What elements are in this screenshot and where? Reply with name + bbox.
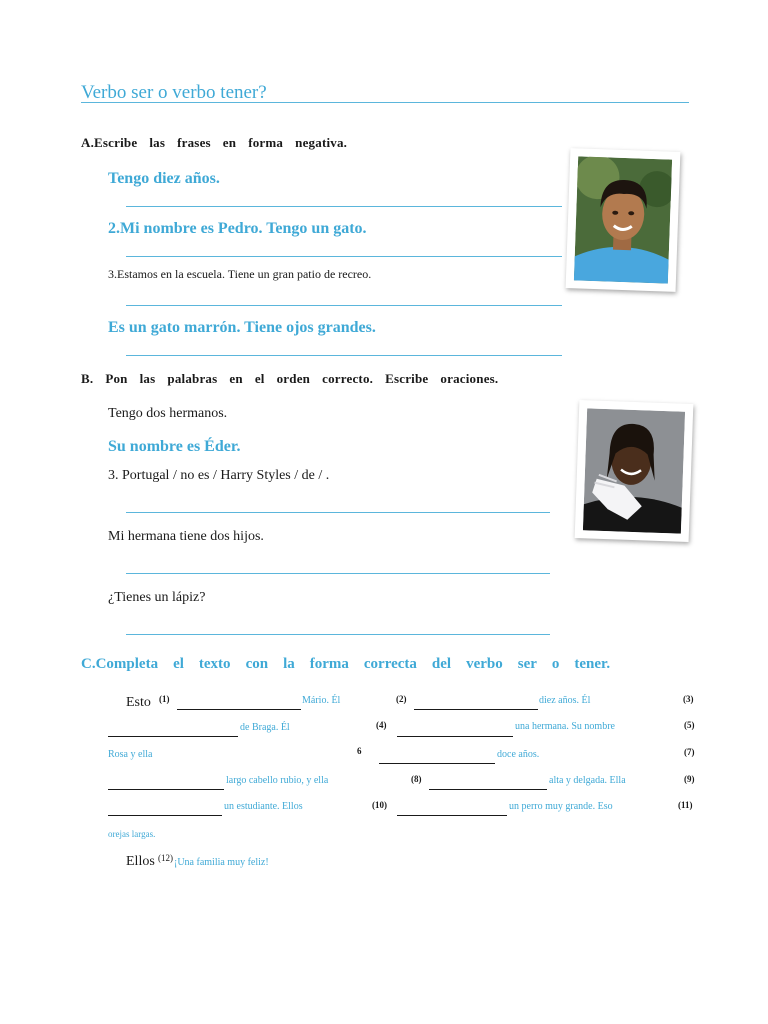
cloze-fragment-10: un perro muy grande. Eso (509, 801, 613, 812)
cloze-num-8: (8) (411, 774, 422, 784)
cloze-fragment-4: una hermana. Su nombre (515, 721, 615, 732)
section-b-item-2: Su nombre es Éder. (108, 438, 241, 455)
answer-line-b3[interactable] (126, 512, 550, 513)
title-underline (81, 102, 689, 103)
cloze-fragment-2: diez años. Él (539, 695, 591, 706)
section-b-heading: B. Pon las palabras en el orden correcto. Escribe oraciones. (81, 371, 499, 386)
cloze-fragment-3: de Braga. Él (240, 722, 290, 733)
cloze-num-1: (1) (159, 694, 170, 704)
cloze-num-11: (11) (678, 800, 693, 810)
cloze-num-5: (5) (684, 720, 695, 730)
cloze-num-2: (2) (396, 694, 407, 704)
section-b-item-5: ¿Tienes un lápiz? (108, 590, 206, 605)
cloze-fragment-11: orejas largas. (108, 829, 156, 839)
cloze-blank-2[interactable] (414, 697, 538, 715)
cloze-num-3: (3) (683, 694, 694, 704)
cloze-num-6: 6 (357, 746, 362, 756)
cloze-blank-6[interactable] (379, 751, 495, 769)
cloze-num-12: (12) (158, 853, 173, 863)
section-c-heading: C.Completa el texto con la forma correcta del verbo ser o tener. (81, 656, 611, 672)
cloze-num-10: (10) (372, 800, 387, 810)
boy-portrait-image (574, 156, 672, 283)
section-a-item-1: Tengo diez años. (108, 170, 220, 187)
cloze-num-9: (9) (684, 774, 695, 784)
answer-line-a3[interactable] (126, 305, 562, 306)
cloze-fragment-7: largo cabello rubio, y ella (226, 775, 329, 786)
photo-man (575, 400, 694, 542)
section-b-item-1: Tengo dos hermanos. (108, 406, 228, 421)
cloze-fragment-8: alta y delgada. Ella (549, 775, 626, 786)
cloze-blank-1[interactable] (177, 697, 301, 715)
cloze-blank-7[interactable] (108, 777, 224, 795)
cloze-start-word: Esto (126, 695, 151, 710)
photo-boy (566, 148, 681, 292)
answer-line-a1[interactable] (126, 206, 562, 207)
answer-line-b5[interactable] (126, 634, 550, 635)
section-b-item-3: 3. Portugal / no es / Harry Styles / de / . (108, 468, 330, 483)
section-a-heading: A.Escribe las frases en forma negativa. (81, 135, 348, 150)
cloze-end-word: Ellos (126, 854, 155, 869)
cloze-num-7: (7) (684, 747, 695, 757)
section-a-item-3: 3.Estamos en la escuela. Tiene un gran patio de recreo. (108, 267, 372, 281)
cloze-blank-9[interactable] (108, 803, 222, 821)
page-title: Verbo ser o verbo tener? (81, 82, 267, 103)
section-b-item-4: Mi hermana tiene dos hijos. (108, 529, 264, 544)
cloze-fragment-6: doce años. (497, 749, 540, 760)
cloze-num-4: (4) (376, 720, 387, 730)
cloze-fragment-12: ¡Una familia muy feliz! (174, 857, 269, 868)
cloze-fragment-9: un estudiante. Ellos (224, 801, 303, 812)
cloze-blank-10[interactable] (397, 803, 507, 821)
cloze-blank-3[interactable] (108, 724, 238, 742)
answer-line-a2[interactable] (126, 256, 562, 257)
answer-line-b4[interactable] (126, 573, 550, 574)
cloze-fragment-1: Mário. Él (302, 695, 341, 706)
cloze-blank-4[interactable] (397, 724, 513, 742)
section-a-item-4: Es un gato marrón. Tiene ojos grandes. (108, 319, 376, 336)
man-portrait-image (583, 408, 685, 533)
answer-line-a4[interactable] (126, 355, 562, 356)
section-a-item-2: 2.Mi nombre es Pedro. Tengo un gato. (108, 220, 367, 237)
cloze-fragment-5: Rosa y ella (108, 749, 153, 760)
cloze-blank-8[interactable] (429, 777, 547, 795)
